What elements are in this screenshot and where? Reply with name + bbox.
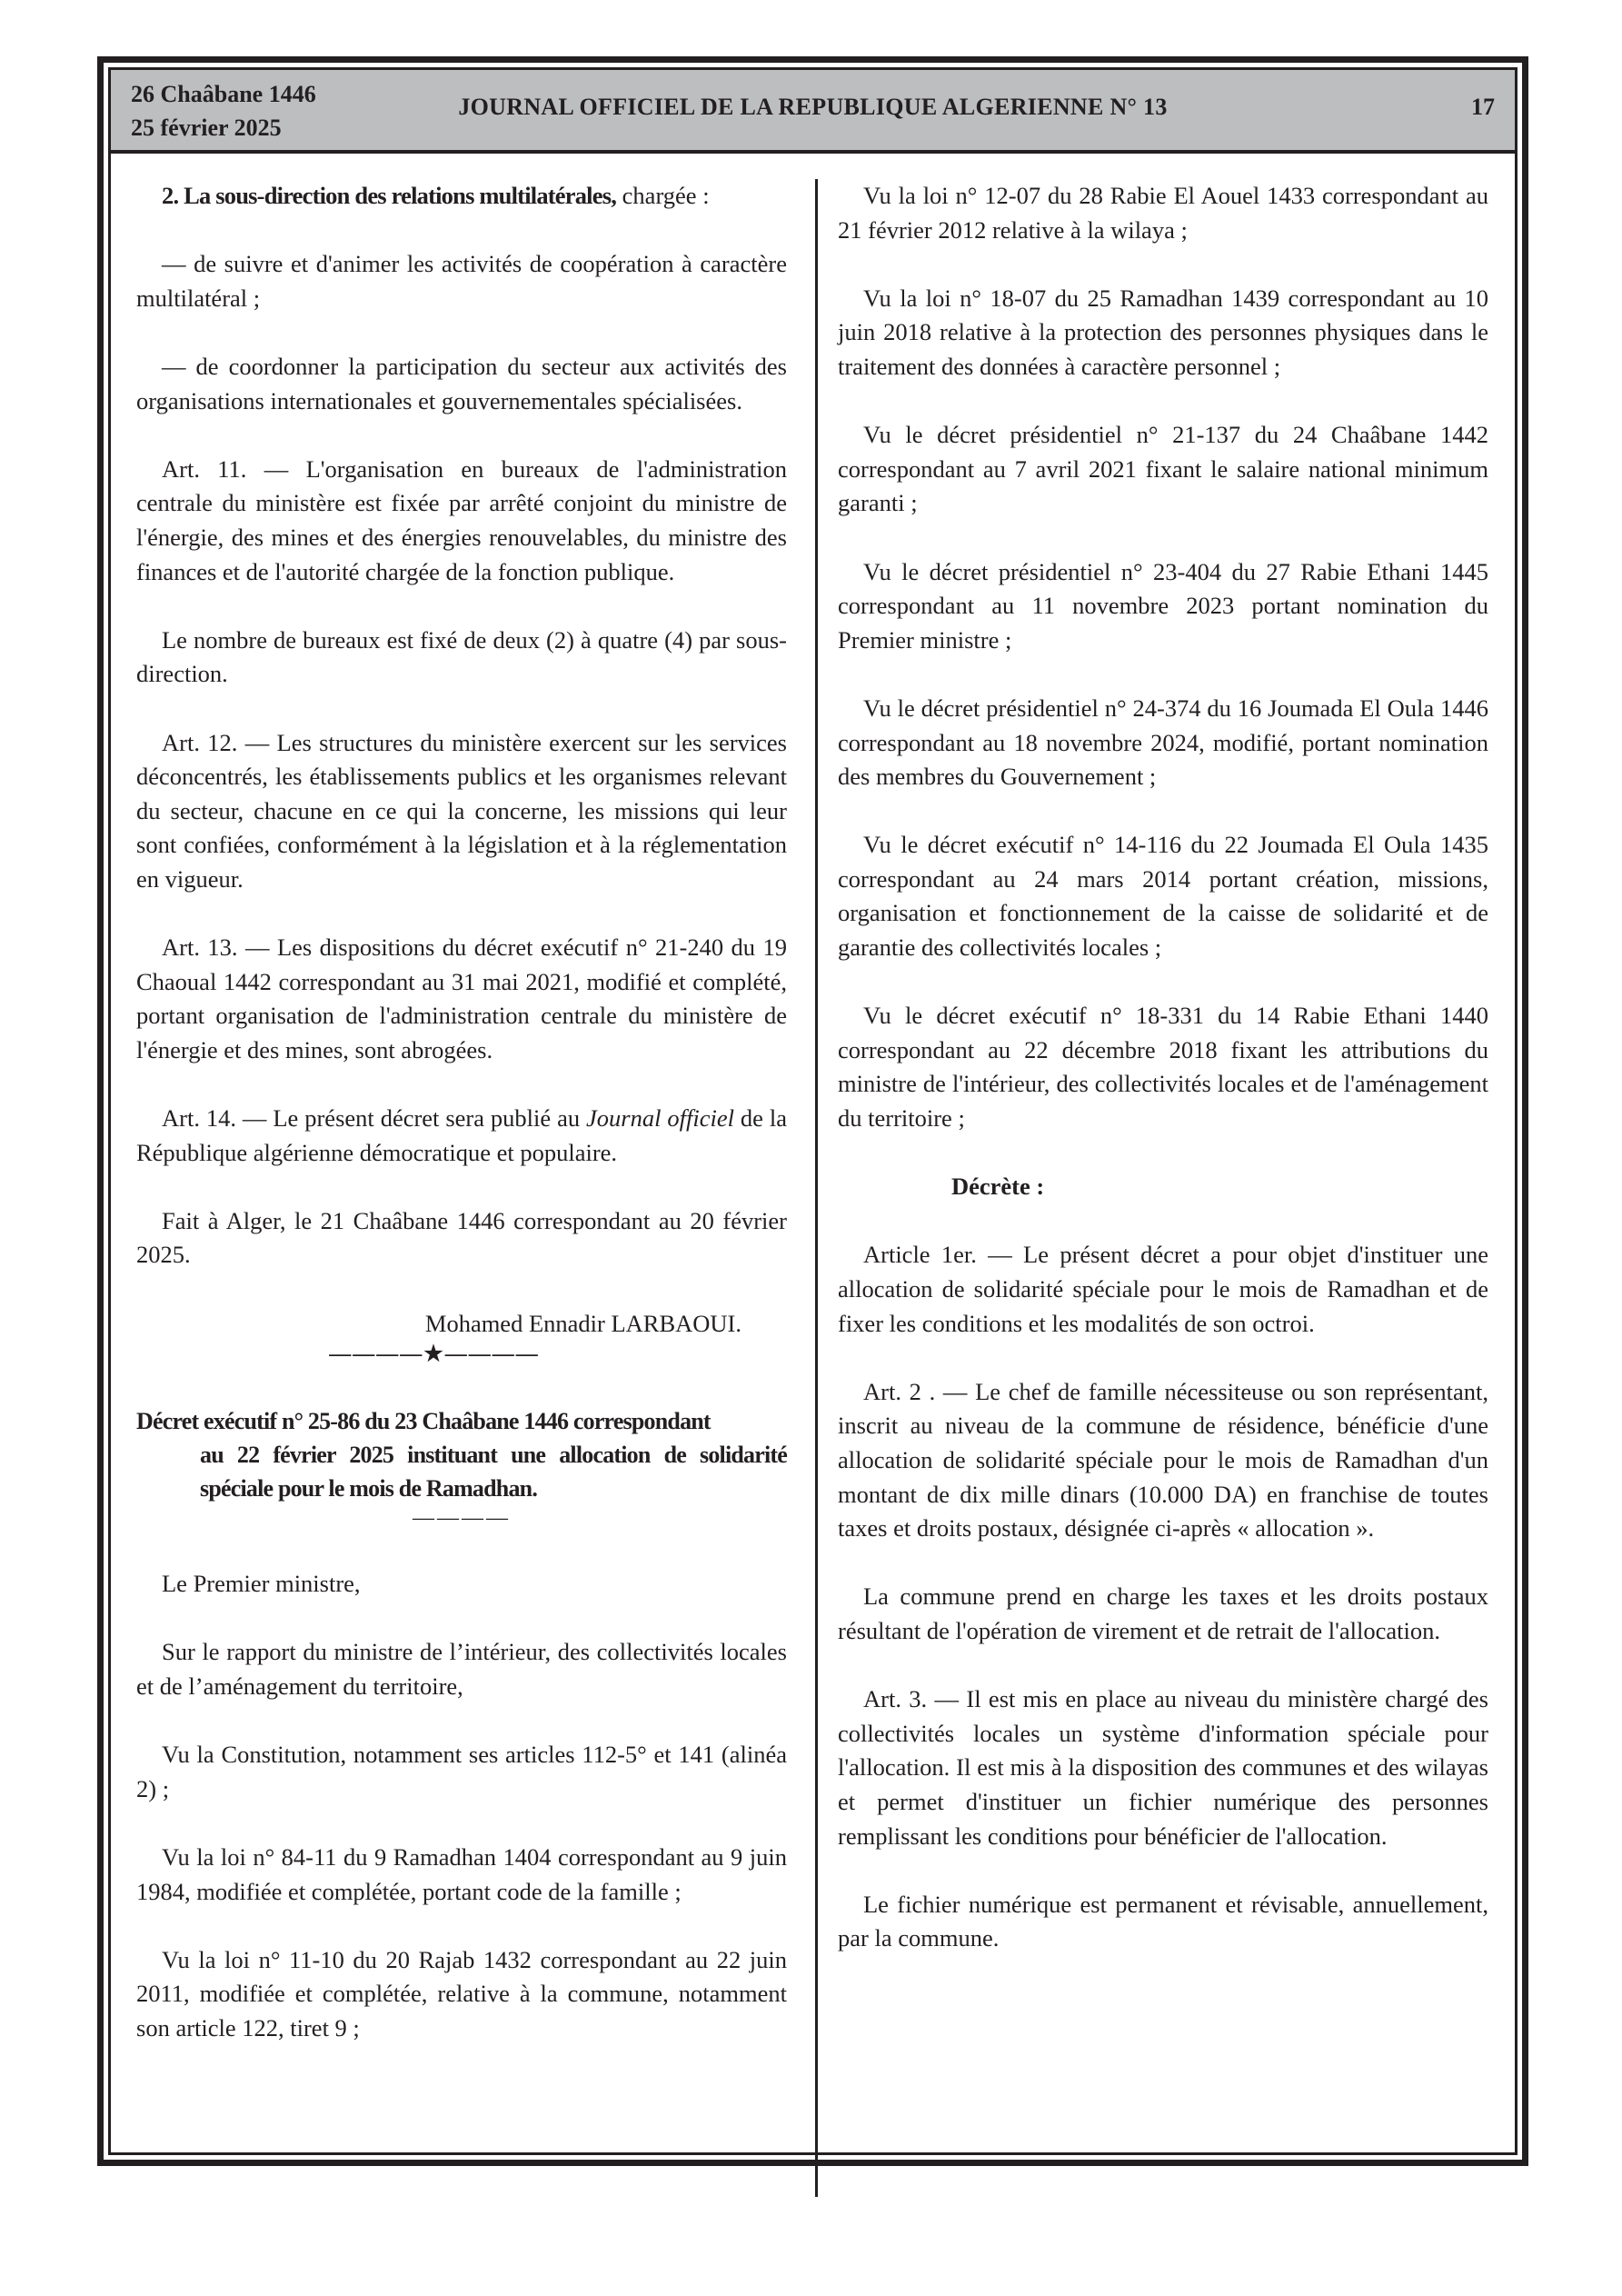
hijri-date: 26 Chaâbane 1446 [131, 81, 316, 107]
left-column [136, 179, 787, 2080]
vu-decret-23-404: Vu le décret présidentiel n° 23-404 du 27 Rabie Ethani 1445 correspondant au 11 novembre 2023 portant nomination du Premier ministre ; [838, 557, 1488, 654]
vu-decret-14-116: Vu le décret exécutif n° 14-116 du 22 Joumada El Oula 1435 correspondant au 24 mars 2014 portant création, missions, organisation et fonctionnement de la caisse de solidarité et de garantie des collectivités locales ; [838, 831, 1488, 962]
signature: Mohamed Ennadir LARBAOUI. [424, 1309, 741, 1337]
journal-header [111, 70, 1515, 154]
journal-officiel-italic: Journal officiel [586, 1104, 734, 1133]
article-3-fichier: Le fichier numérique est permanent et révisable, annuellement, par la commune. [838, 1890, 1488, 1952]
page-number: 17 [1471, 94, 1495, 120]
article-14: Art. 14. — Le présent décret sera publié au Journal officiel de la République algérienne démocratique et populaire. [136, 1104, 787, 1166]
paragraph-bullet-1: — de suivre et d'animer les activités de coopération à caractère multilatéral ; [136, 250, 787, 312]
article-12: Art. 12. — Les structures du ministère exercent sur les services déconcentrés, les établissements publics et les organismes relevant du secteur, chacune en ce qui la concerne, les missions qui leur sont confiées, conformément à la législation et à la réglementation en vigueur. [136, 728, 787, 893]
vu-constitution: Vu la Constitution, notamment ses articles 112-5° et 141 (alinéa 2) ; [136, 1741, 787, 1802]
sous-direction-heading: 2. La sous-direction des relations multilatérales, [162, 182, 617, 209]
vu-decret-18-331: Vu le décret exécutif n° 18-331 du 14 Rabie Ethani 1440 correspondant au 22 décembre 2018 fixant les attributions du ministre de l'intérieur, des collectivités locales et de l'aménagement du territoire ; [838, 1002, 1488, 1133]
page-frame [97, 56, 1528, 2166]
vu-decret-24-374: Vu le décret présidentiel n° 24-374 du 16 Joumada El Oula 1446 correspondant au 18 novembre 2024, modifié, portant nomination des membres du Gouvernement ; [838, 694, 1488, 791]
column-divider [815, 179, 818, 2197]
article-1: Article 1er. — Le présent décret a pour objet d'instituer une allocation de solidarité spéciale pour le mois de Ramadhan et de fixer les conditions et les modalités de son octroi. [838, 1241, 1488, 1337]
paragraph-bullet-2: — de coordonner la participation du secteur aux activités des organisations internationales et gouvernementales spécialisées. [136, 352, 787, 414]
vu-loi-11-10: Vu la loi n° 11-10 du 20 Rajab 1432 correspondant au 22 juin 2011, modifiée et complétée, relative à la commune, notamment son article 122, tiret 9 ; [136, 1945, 787, 2041]
star-separator: ————★———— [329, 1343, 540, 1367]
article-11-bureaux: Le nombre de bureaux est fixé de deux (2) à quatre (4) par sous-direction. [136, 625, 787, 688]
fait-a-alger: Fait à Alger, le 21 Chaâbane 1446 correspondant au 20 février 2025. [136, 1206, 787, 1269]
article-2-commune: La commune prend en charge les taxes et les droits postaux résultant de l'opération de virement et de retrait de l'allocation. [838, 1582, 1488, 1644]
gregorian-date: 25 février 2025 [131, 115, 282, 141]
right-column [838, 179, 1488, 1990]
article-11: Art. 11. — L'organisation en bureaux de l'administration centrale du ministère est fixée par arrêté conjoint du ministre de l'énergie, des mines et des énergies renouvelables, du ministre des finances et de l'autorité chargée de la fonction publique. [136, 454, 787, 585]
page-inner-frame [108, 67, 1518, 2155]
vu-loi-84-11: Vu la loi n° 84-11 du 9 Ramadhan 1404 correspondant au 9 juin 1984, modifiée et complétée, portant code de la famille ; [136, 1842, 787, 1905]
dash-separator: ———— [413, 1506, 511, 1531]
premier-ministre: Le Premier ministre, [162, 1570, 361, 1598]
article-2: Art. 2 . — Le chef de famille nécessiteuse ou son représentant, inscrit au niveau de la commune de résidence, bénéficie d'une allocation de solidarité spéciale pour le mois de Ramadhan d'un montant de dix mille dinars (10.000 DA) en franchise de toutes taxes et droits postaux, désignée ci-après « allocation ». [838, 1377, 1488, 1542]
vu-loi-12-07: Vu la loi n° 12-07 du 28 Rabie El Aouel 1433 correspondant au 21 février 2012 relative à la wilaya ; [838, 182, 1488, 244]
article-13: Art. 13. — Les dispositions du décret exécutif n° 21-240 du 19 Chaoual 1442 correspondant au 31 mai 2021, modifié et complété, portant organisation de l'administration centrale du ministère de l'énergie et des mines, sont abrogées. [136, 933, 787, 1063]
article-3: Art. 3. — Il est mis en place au niveau du ministère chargé des collectivités locales un système d'information spéciale pour l'allocation. Il est mis à la disposition des communes et des wilayas et permet d'instituer un fichier numérique des personnes remplissant les conditions pour bénéficier de l'allocation. [838, 1685, 1488, 1850]
paragraph-sous-direction: 2. La sous-direction des relations multilatérales, chargée : [162, 182, 710, 209]
decree-title: Décret exécutif n° 25-86 du 23 Chaâbane 1446 correspondant au 22 février 2025 instituant une allocation de solidarité spéciale pour le mois de Ramadhan. [136, 1408, 787, 1502]
vu-decret-21-137: Vu le décret présidentiel n° 21-137 du 24 Chaâbane 1442 correspondant au 7 avril 2021 fixant le salaire national minimum garanti ; [838, 421, 1488, 517]
journal-title: JOURNAL OFFICIEL DE LA REPUBLIQUE ALGERIENNE N° 13 [458, 94, 1168, 120]
sur-le-rapport: Sur le rapport du ministre de l’intérieur, des collectivités locales et de l’aménagement du territoire, [136, 1638, 787, 1700]
decrete-heading: Décrète : [951, 1173, 1045, 1201]
vu-loi-18-07: Vu la loi n° 18-07 du 25 Ramadhan 1439 correspondant au 10 juin 2018 relative à la protection des personnes physiques dans le traitement des données à caractère personnel ; [838, 284, 1488, 380]
